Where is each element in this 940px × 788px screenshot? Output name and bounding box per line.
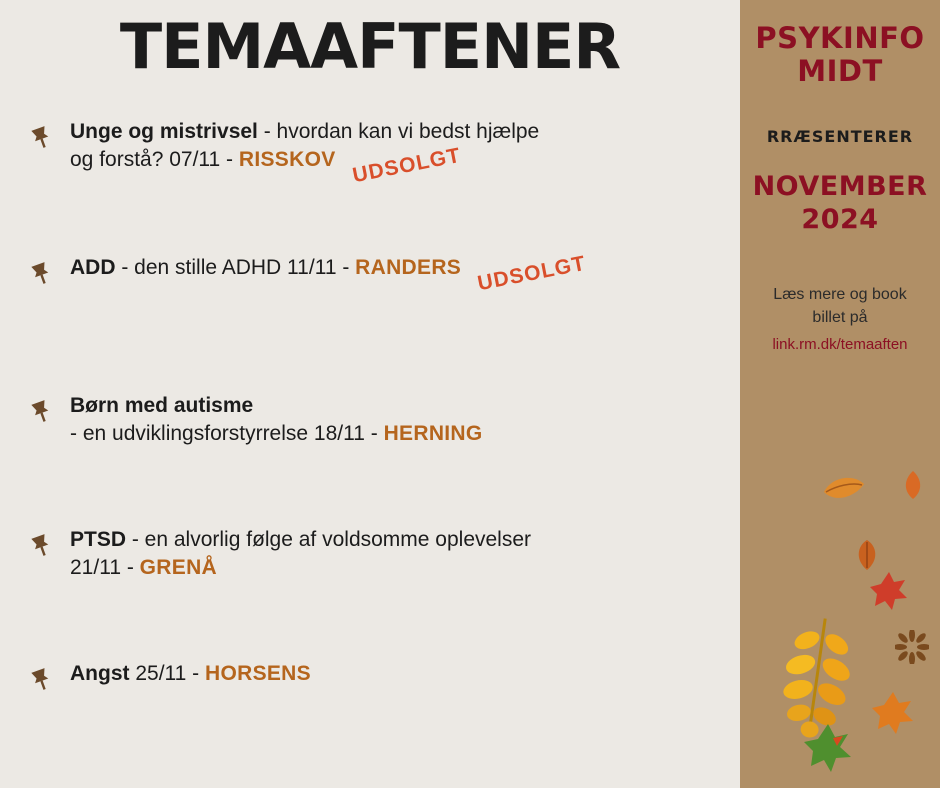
list-item[interactable] xyxy=(0,526,740,612)
leaf-icon xyxy=(870,690,916,741)
sidebar xyxy=(740,0,940,788)
brand-line-2: MIDT xyxy=(797,54,883,89)
event-title: ADD xyxy=(70,256,116,279)
event-place: RANDERS xyxy=(355,256,462,279)
event-desc-2: - en udviklingsforstyrrelse 18/11 - xyxy=(70,422,384,446)
status-badge: UDSOLGT xyxy=(350,144,463,188)
event-desc: 25/11 - xyxy=(129,662,205,685)
event-line-2 xyxy=(70,420,720,448)
event-line-1 xyxy=(70,660,720,688)
event-place: HORSENS xyxy=(205,662,311,685)
event-title: Unge og mistrivsel xyxy=(70,120,258,143)
booking-info xyxy=(740,283,940,355)
pushpin-icon xyxy=(26,258,56,288)
event-line-1 xyxy=(70,118,720,146)
event-line-2 xyxy=(70,144,720,188)
leaf-icon xyxy=(900,470,926,505)
list-item[interactable] xyxy=(0,118,740,204)
event-title: Børn med autisme xyxy=(70,394,254,417)
pushpin-icon xyxy=(26,530,56,560)
leaf-icon xyxy=(868,570,910,617)
event-desc-2: og forstå? 07/11 - xyxy=(70,148,239,172)
event-place: GRENÅ xyxy=(139,556,217,580)
event-list xyxy=(0,118,740,746)
event-desc: - den stille ADHD 11/11 - xyxy=(115,256,356,279)
event-place: RISSKOV xyxy=(238,148,336,172)
presents-label: RRÆSENTERER xyxy=(766,126,914,146)
booking-line-1: Læs mere og book xyxy=(773,286,907,304)
list-item[interactable] xyxy=(0,660,740,746)
pushpin-icon xyxy=(26,122,56,152)
event-desc: - hvordan kan vi bedst hjælpe xyxy=(257,120,540,143)
brand-line-1: PSYKINFO xyxy=(755,21,925,55)
event-title: Angst xyxy=(70,662,130,685)
event-title: PTSD xyxy=(70,528,127,551)
pushpin-icon xyxy=(26,396,56,426)
page-title: TEMAAFTENER xyxy=(119,10,621,83)
event-line-1 xyxy=(70,251,720,296)
year-label: 2024 xyxy=(801,204,879,236)
event-desc-2: 21/11 - xyxy=(70,556,140,580)
event-line-1 xyxy=(70,526,720,554)
list-item[interactable] xyxy=(0,392,740,478)
list-item[interactable] xyxy=(0,251,740,340)
status-badge: UDSOLGT xyxy=(475,251,588,296)
star-anise-icon xyxy=(895,630,929,669)
leaf-icon xyxy=(820,470,868,515)
event-line-2 xyxy=(70,554,720,582)
month-label: NOVEMBER xyxy=(752,170,928,202)
leaf-icon xyxy=(802,722,854,779)
month-year xyxy=(740,170,940,238)
event-place: HERNING xyxy=(383,422,483,446)
booking-line-2: billet på xyxy=(812,309,868,327)
pushpin-icon xyxy=(26,664,56,694)
event-desc: - en alvorlig følge af voldsomme oplevelser xyxy=(126,528,532,551)
booking-link[interactable]: link.rm.dk/temaaften xyxy=(772,335,908,353)
event-line-1 xyxy=(70,392,720,420)
brand-name xyxy=(740,0,940,89)
